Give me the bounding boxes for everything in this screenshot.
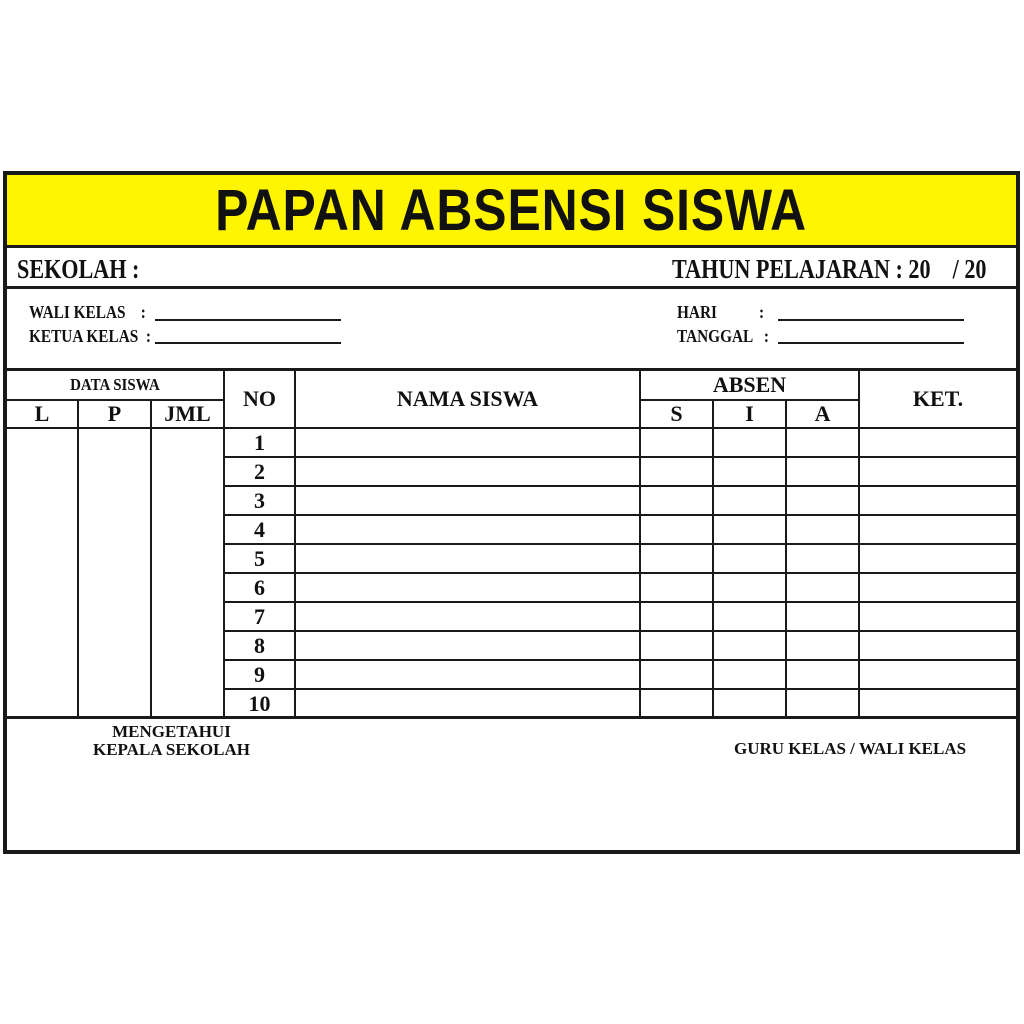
row-number: 3 [224,486,295,515]
i-header: I [713,400,786,428]
row-number: 4 [224,515,295,544]
info-area [7,289,1016,371]
attendance-board [3,171,1020,854]
hari-label: HARI : [677,302,765,322]
s-cell[interactable] [640,631,713,660]
jml-cell[interactable] [151,428,224,718]
academic-year-label: TAHUN PELAJARAN : 20 / 20 [671,254,986,284]
a-cell[interactable] [786,486,859,515]
nama-cell[interactable] [295,689,640,718]
no-header: NO [224,371,295,428]
nama-cell[interactable] [295,573,640,602]
nama-cell[interactable] [295,515,640,544]
ket-cell[interactable] [859,602,1016,631]
s-cell[interactable] [640,457,713,486]
row-number: 7 [224,602,295,631]
nama-cell[interactable] [295,428,640,457]
board-title: PAPAN ABSENSI SISWA [215,177,808,243]
a-cell[interactable] [786,660,859,689]
ketua-kelas-line[interactable] [155,342,341,344]
i-cell[interactable] [713,486,786,515]
title-bar [7,175,1016,248]
l-cell[interactable] [7,428,78,718]
i-cell[interactable] [713,602,786,631]
a-cell[interactable] [786,631,859,660]
a-cell[interactable] [786,515,859,544]
hari-line[interactable] [778,319,964,321]
ket-cell[interactable] [859,631,1016,660]
s-cell[interactable] [640,428,713,457]
signature-footer [7,716,1016,850]
s-header: S [640,400,713,428]
row-number: 2 [224,457,295,486]
row-number: 1 [224,428,295,457]
ket-cell[interactable] [859,515,1016,544]
i-cell[interactable] [713,428,786,457]
ket-header: KET. [859,371,1016,428]
s-cell[interactable] [640,689,713,718]
a-cell[interactable] [786,544,859,573]
a-cell[interactable] [786,573,859,602]
nama-cell[interactable] [295,631,640,660]
a-cell[interactable] [786,457,859,486]
i-cell[interactable] [713,689,786,718]
a-cell[interactable] [786,689,859,718]
principal-signature-block [93,723,250,759]
ket-cell[interactable] [859,428,1016,457]
l-header: L [7,400,78,428]
nama-cell[interactable] [295,660,640,689]
wali-kelas-label: WALI KELAS : [29,302,146,322]
s-cell[interactable] [640,602,713,631]
p-header: P [78,400,151,428]
p-cell[interactable] [78,428,151,718]
a-header: A [786,400,859,428]
ket-cell[interactable] [859,689,1016,718]
kepala-sekolah-label: KEPALA SEKOLAH [93,740,250,759]
data-siswa-header: DATA SISWA [7,371,224,400]
mengetahui-label: MENGETAHUI [112,722,231,741]
s-cell[interactable] [640,515,713,544]
s-cell[interactable] [640,544,713,573]
nama-cell[interactable] [295,544,640,573]
s-cell[interactable] [640,486,713,515]
i-cell[interactable] [713,631,786,660]
i-cell[interactable] [713,457,786,486]
school-label: SEKOLAH : [17,254,140,284]
jml-header: JML [151,400,224,428]
ket-cell[interactable] [859,486,1016,515]
i-cell[interactable] [713,660,786,689]
row-number: 8 [224,631,295,660]
attendance-table [7,371,1016,719]
wali-kelas-line[interactable] [155,319,341,321]
ketua-kelas-label: KETUA KELAS : [29,326,152,346]
nama-cell[interactable] [295,457,640,486]
row-number: 10 [224,689,295,718]
ket-cell[interactable] [859,457,1016,486]
nama-cell[interactable] [295,602,640,631]
a-cell[interactable] [786,428,859,457]
i-cell[interactable] [713,573,786,602]
absen-header: ABSEN [640,371,859,400]
tanggal-line[interactable] [778,342,964,344]
guru-kelas-label: GURU KELAS / WALI KELAS [734,739,967,758]
s-cell[interactable] [640,573,713,602]
ket-cell[interactable] [859,660,1016,689]
row-number: 5 [224,544,295,573]
a-cell[interactable] [786,602,859,631]
tanggal-label: TANGGAL : [677,326,769,346]
row-number: 9 [224,660,295,689]
ket-cell[interactable] [859,544,1016,573]
ket-cell[interactable] [859,573,1016,602]
row-number: 6 [224,573,295,602]
s-cell[interactable] [640,660,713,689]
i-cell[interactable] [713,515,786,544]
i-cell[interactable] [713,544,786,573]
nama-cell[interactable] [295,486,640,515]
nama-siswa-header: NAMA SISWA [295,371,640,428]
school-row [7,248,1016,289]
